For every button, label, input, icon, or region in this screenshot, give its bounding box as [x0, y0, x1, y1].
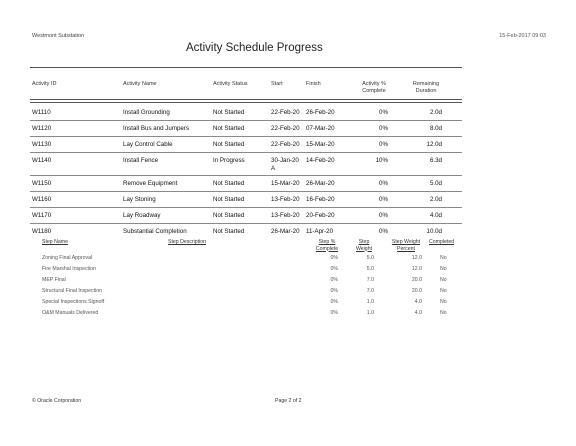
activity-finish: 26-Feb-20 — [306, 109, 335, 116]
activity-status: Not Started — [213, 228, 245, 235]
row-divider — [30, 120, 462, 121]
row-divider — [30, 175, 462, 176]
activity-id: W1140 — [32, 157, 52, 164]
activity-name: Lay Control Cable — [123, 141, 173, 148]
step-weight-percent: 20.0 — [411, 288, 422, 294]
step-weight-percent: 12.0 — [411, 266, 422, 272]
activity-status: Not Started — [213, 125, 245, 132]
step-completed: No — [440, 266, 447, 272]
step-weight: 5.0 — [366, 255, 374, 261]
activity-name: Install Bus and Jumpers — [123, 125, 190, 132]
activity-finish: 11-Apr-20 — [306, 228, 334, 235]
step-weight: 7.0 — [366, 277, 374, 283]
activity-start: 30-Jan-20 A — [271, 157, 299, 172]
step-header-pct-complete: Step % Complete — [315, 239, 339, 252]
col-header-finish: Finish — [306, 81, 321, 87]
activity-id: W1120 — [32, 125, 52, 132]
activity-remaining: 12.0d — [426, 141, 442, 148]
step-name: Zoning Final Approval — [42, 255, 93, 261]
activity-finish: 15-Mar-20 — [306, 141, 335, 148]
activity-id: W1150 — [32, 180, 52, 187]
activity-pct: 0% — [379, 196, 388, 203]
step-pct: 0% — [330, 255, 338, 261]
activity-remaining: 6.3d — [429, 157, 442, 164]
activity-pct: 0% — [379, 141, 388, 148]
activity-finish: 14-Feb-20 — [306, 157, 335, 164]
activity-finish: 26-Mar-20 — [306, 180, 335, 187]
activity-start: 26-Mar-20 — [271, 228, 300, 235]
row-divider — [30, 207, 462, 208]
activity-remaining: 10.0d — [426, 228, 442, 235]
activity-remaining: 5.0d — [429, 180, 442, 187]
activity-remaining: 8.0d — [429, 125, 442, 132]
activity-name: Substantial Completion — [123, 228, 187, 235]
report-timestamp: 15-Feb-2017 09:03 — [499, 33, 546, 39]
row-divider — [30, 191, 462, 192]
activity-start: 22-Feb-20 — [271, 141, 300, 148]
step-header-completed: Completed — [429, 239, 455, 245]
activity-name: Install Fence — [123, 157, 159, 164]
activity-start: 22-Feb-20 — [271, 109, 300, 116]
activity-pct: 0% — [379, 109, 388, 116]
step-completed: No — [440, 299, 447, 305]
step-completed: No — [440, 288, 447, 294]
project-name: Westmont Substation — [32, 33, 85, 39]
step-weight: 1.0 — [366, 310, 374, 316]
activity-status: Not Started — [213, 141, 245, 148]
step-pct: 0% — [330, 310, 338, 316]
activity-pct: 0% — [379, 180, 388, 187]
step-header-description: Step Description — [168, 239, 207, 245]
header-bottom-rule-2 — [30, 102, 462, 103]
activity-status: Not Started — [213, 212, 245, 219]
activity-remaining: 2.0d — [429, 196, 442, 203]
activity-finish: 07-Mar-20 — [306, 125, 335, 132]
activity-finish: 16-Feb-20 — [306, 196, 335, 203]
activity-id: W1170 — [32, 212, 52, 219]
step-weight: 5.0 — [366, 266, 374, 272]
activity-start: 13-Feb-20 — [271, 196, 300, 203]
step-weight: 1.0 — [366, 299, 374, 305]
activity-status: In Progress — [213, 157, 245, 164]
activity-name: Remove Equipment — [123, 180, 178, 187]
activity-pct: 0% — [379, 228, 388, 235]
step-weight: 7.0 — [366, 288, 374, 294]
activity-remaining: 2.0d — [429, 109, 442, 116]
step-pct: 0% — [330, 266, 338, 272]
step-completed: No — [440, 277, 447, 283]
row-divider — [30, 136, 462, 137]
col-header-activity-id: Activity ID — [32, 81, 57, 87]
report-title: Activity Schedule Progress — [186, 42, 323, 54]
step-header-name: Step Name — [42, 239, 68, 245]
col-header-activity-name: Activity Name — [123, 81, 157, 87]
step-completed: No — [440, 255, 447, 261]
activity-id: W1110 — [32, 109, 51, 116]
step-header-weight-percent: Step Weight Percent — [391, 239, 421, 252]
step-header-weight: Step Weight — [355, 239, 373, 252]
header-bottom-rule — [30, 99, 462, 100]
step-name: Fire Marshal Inspection — [42, 266, 96, 272]
row-divider — [30, 152, 462, 153]
activity-finish: 20-Feb-20 — [306, 212, 335, 219]
step-name: MEP Final — [42, 277, 66, 283]
step-pct: 0% — [330, 288, 338, 294]
activity-id: W1130 — [32, 141, 52, 148]
col-header-activity-status: Activity Status — [213, 81, 248, 87]
activity-name: Lay Roadway — [123, 212, 161, 219]
activity-pct: 0% — [379, 125, 388, 132]
activity-start: 22-Feb-20 — [271, 125, 300, 132]
activity-pct: 0% — [379, 212, 388, 219]
activity-remaining: 4.0d — [429, 212, 442, 219]
col-header-start: Start — [271, 81, 283, 87]
row-divider — [30, 223, 462, 224]
footer-company: © Oracle Corporation — [32, 398, 82, 404]
activity-start: 13-Feb-20 — [271, 212, 300, 219]
activity-start: 15-Mar-20 — [271, 180, 300, 187]
header-top-rule — [30, 67, 462, 68]
step-weight-percent: 20.0 — [411, 277, 422, 283]
step-weight-percent: 12.0 — [411, 255, 422, 261]
col-header-pct-complete: Activity % Complete — [362, 81, 386, 94]
step-name: O&M Manuals Delivered — [42, 310, 99, 316]
step-name: Special Inspections Signoff — [42, 299, 105, 305]
col-header-remaining-duration: Remaining Duration — [412, 81, 440, 94]
activity-status: Not Started — [213, 109, 245, 116]
activity-status: Not Started — [213, 180, 245, 187]
step-weight-percent: 4.0 — [414, 310, 422, 316]
activity-pct: 10% — [375, 157, 388, 164]
activity-id: W1160 — [32, 196, 52, 203]
step-weight-percent: 4.0 — [414, 299, 422, 305]
activity-status: Not Started — [213, 196, 245, 203]
step-pct: 0% — [330, 299, 338, 305]
activity-name: Install Grounding — [123, 109, 170, 116]
footer-page-number: Page 2 of 2 — [275, 398, 302, 404]
step-name: Structural Final Inspection — [42, 288, 102, 294]
step-pct: 0% — [330, 277, 338, 283]
activity-id: W1180 — [32, 228, 52, 235]
activity-name: Lay Stoning — [123, 196, 156, 203]
step-completed: No — [440, 310, 447, 316]
